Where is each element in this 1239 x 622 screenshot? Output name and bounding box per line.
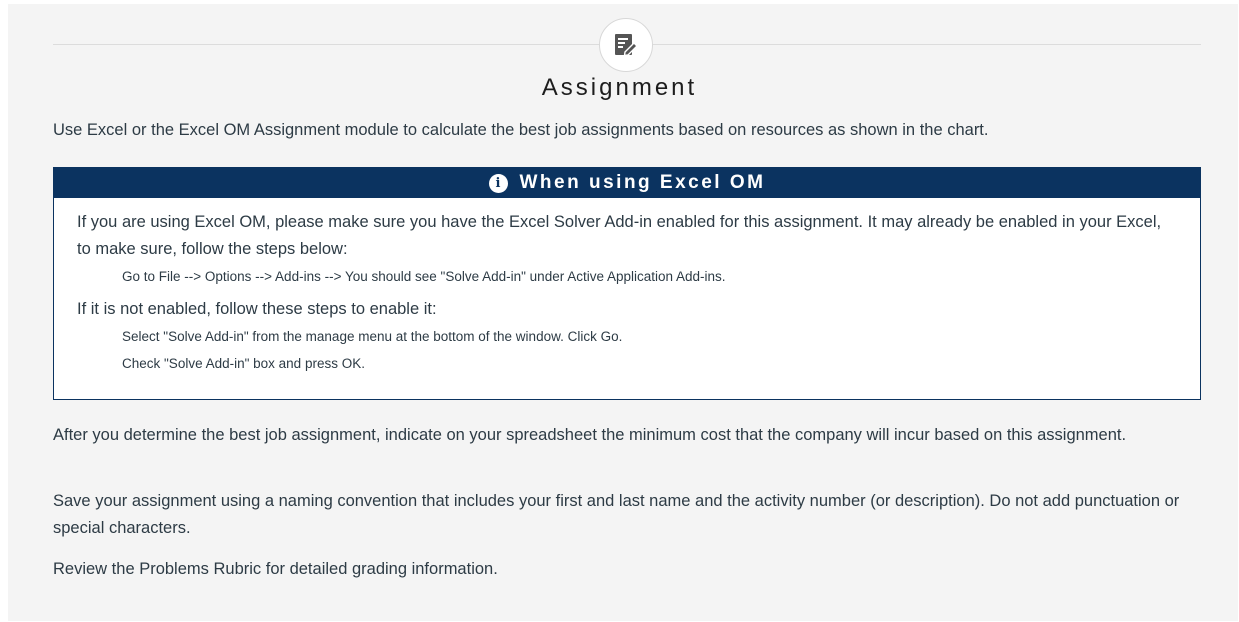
callout-title: When using Excel OM xyxy=(519,172,766,193)
intro-text: Use Excel or the Excel OM Assignment module to calculate the best job assignments based on resources as shown in the chart. xyxy=(53,121,989,139)
body-paragraph: Save your assignment using a naming convention that includes your first and last name and the activity number (or description). Do not add punctuation or special characters. xyxy=(53,492,1180,537)
callout-body xyxy=(54,198,1200,377)
page-title: Assignment xyxy=(541,74,698,101)
callout-step: Check "Solve Add-in" box and press OK. xyxy=(122,356,365,371)
callout-paragraph: If it is not enabled, follow these steps to enable it: xyxy=(77,300,437,318)
info-icon: i xyxy=(489,174,508,193)
body-paragraph: Review the Problems Rubric for detailed grading information. xyxy=(53,560,498,578)
callout-step: Go to File --> Options --> Add-ins --> You should see "Solve Add-in" under Active Application Add-ins. xyxy=(122,269,726,284)
assignment-edit-icon xyxy=(599,18,653,72)
callout-step: Select "Solve Add-in" from the manage menu at the bottom of the window. Click Go. xyxy=(122,329,623,344)
callout-paragraph: If you are using Excel OM, please make sure you have the Excel Solver Add-in enabled for this assignment. It may already be enabled in your Excel, to make sure, follow the steps below: xyxy=(77,213,1162,258)
excel-om-callout xyxy=(53,167,1201,400)
body-paragraph: After you determine the best job assignment, indicate on your spreadsheet the minimum cost that the company will incur based on this assignment. xyxy=(53,426,1127,444)
callout-header xyxy=(54,168,1200,198)
